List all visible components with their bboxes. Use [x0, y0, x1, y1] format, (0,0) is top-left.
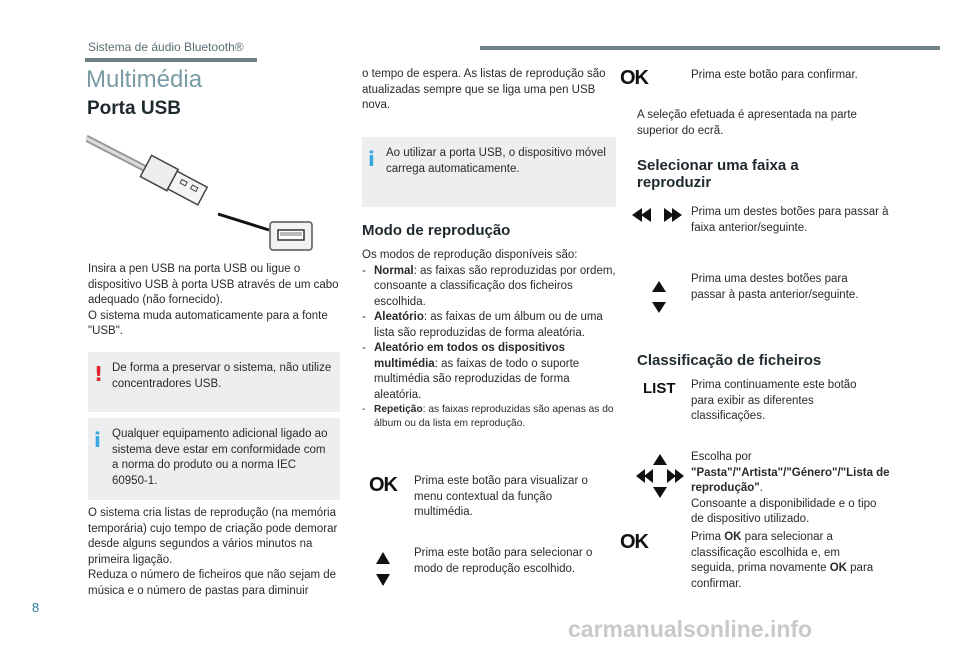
ok-select-desc	[691, 530, 881, 592]
track-title: Selecionar uma faixa a reproduzir	[637, 157, 799, 191]
up-down-arrows-icon	[651, 281, 667, 313]
mode-desc: : as faixas de um álbum ou de uma lista são reproduzidas de forma aleatória.	[374, 311, 603, 339]
ok-button-icon: OK	[620, 531, 648, 553]
charging-note-text: Ao utilizar a porta USB, o dispositivo móvel carrega automaticamente.	[386, 147, 606, 175]
warning-icon: !	[94, 362, 104, 386]
mode-intro: Os modos de reprodução disponíveis são:	[362, 249, 578, 261]
list-desc: Prima continuamente este botão para exibir as diferentes classificações.	[691, 379, 857, 422]
playlist-text: O sistema cria listas de reprodução (na memória temporária) cujo tempo de criação pode demorar desde alguns segundos a vários minutos na primeira ligação.	[88, 507, 338, 566]
ok-select-post: para confirmar.	[691, 562, 874, 590]
mode-name: Normal	[374, 264, 414, 277]
page-number: 8	[32, 600, 40, 615]
folder-nav-desc: Prima uma destes botões para passar à pasta anterior/seguinte.	[691, 273, 859, 301]
mode-name: Aleatório	[374, 311, 424, 323]
mode-list	[362, 248, 618, 431]
choose-prefix: Escolha por	[691, 451, 752, 463]
choose-suffix: .	[759, 482, 763, 494]
subsection-title-usb: Porta USB	[87, 98, 181, 119]
mode-title: Modo de reprodução	[362, 222, 511, 239]
mode-select-desc: Prima este botão para selecionar o modo de reprodução escolhido.	[414, 547, 593, 575]
list-button-icon: LIST	[643, 380, 676, 397]
section-title: Multimédia	[86, 66, 203, 93]
selection-text: A seleção efetuada é apresentada na parte superior do ecrã.	[637, 109, 857, 137]
info-icon: i	[368, 147, 375, 171]
header-rule-right	[480, 46, 940, 50]
header-title: Sistema de áudio Bluetooth®	[88, 40, 244, 54]
four-way-arrows-icon	[636, 454, 684, 498]
usb-instructions	[88, 262, 342, 340]
usb-source-text: O sistema muda automaticamente para a fonte "USB".	[88, 309, 328, 337]
prev-next-arrows-icon	[632, 208, 682, 222]
ok-select-pre: Prima	[691, 531, 725, 543]
info-note	[88, 418, 340, 500]
warning-note-text: De forma a preservar o sistema, não utilize concentradores USB.	[112, 362, 332, 390]
playlist-paragraph	[88, 506, 342, 599]
track-nav-desc: Prima um destes botões para passar à faixa anterior/seguinte.	[691, 206, 889, 234]
mode-name: Aleatório em todos os dispositivos multimédia	[374, 342, 566, 370]
warning-note	[88, 352, 340, 412]
watermark: carmanualsonline.info	[568, 616, 813, 642]
mode-item-random-all: - Aleatório em todos os dispositivos multimédia: as faixas de todo o suporte multimédia são reproduzidas de forma aleatória.	[362, 342, 580, 401]
info-note-text: Qualquer equipamento adicional ligado ao sistema deve estar em conformidade com a norma do produto ou a norma IEC 60950-1.	[112, 428, 328, 487]
ok-inline: OK	[829, 562, 847, 574]
mode-desc: : as faixas reproduzidas são apenas as do álbum ou da lista em reprodução.	[374, 404, 614, 429]
up-down-arrows-icon	[375, 552, 391, 586]
mode-desc: : as faixas de todo o suporte multimédia são reproduzidas de forma aleatória.	[374, 357, 580, 401]
ok-inline: OK	[724, 531, 742, 543]
usb-illustration	[86, 130, 318, 252]
ok-select-mid: para selecionar a classificação escolhida e, em seguida, prima novamente	[691, 531, 840, 574]
confirm-desc: Prima este botão para confirmar.	[691, 69, 858, 81]
choose-block	[691, 450, 891, 528]
mode-item-normal: - Normal: as faixas são reproduzidas por ordem, consoante a classificação dos ficheiros escolhida.	[362, 264, 616, 308]
choose-desc: Consoante a disponibilidade e o tipo de dispositivo utilizado.	[691, 497, 877, 525]
info-note-charging	[362, 137, 616, 207]
info-icon: i	[94, 428, 101, 452]
usb-instructions-text: Insira a pen USB na porta USB ou ligue o dispositivo USB à porta USB através de um cabo adequado (não fornecido).	[88, 263, 339, 306]
ok-menu-desc: Prima este botão para visualizar o menu contextual da função multimédia.	[414, 475, 588, 518]
mode-name: Repetição	[374, 404, 423, 415]
header-rule-left	[85, 58, 257, 62]
classification-title: Classificação de ficheiros	[637, 352, 822, 369]
mode-desc: : as faixas são reproduzidas por ordem, consoante a classificação dos ficheiros escolhida.	[374, 264, 616, 308]
playlist-continued-text: o tempo de espera. As listas de reprodução são atualizadas sempre que se liga uma pen USB nova.	[362, 68, 606, 111]
choose-options: "Pasta"/"Artista"/"Género"/"Lista de reprodução"	[691, 466, 890, 494]
mode-item-random: - Aleatório: as faixas de um álbum ou de uma lista são reproduzidas de forma aleatória.	[362, 311, 603, 339]
mode-item-repeat: - Repetição: as faixas reproduzidas são apenas as do álbum ou da lista em reprodução.	[362, 404, 614, 429]
ok-button-icon: OK	[620, 67, 648, 89]
playlist-reduce-text: Reduza o número de ficheiros que não sejam de música e o número de pastas para diminuir	[88, 569, 337, 597]
ok-button-icon: OK	[369, 474, 397, 496]
